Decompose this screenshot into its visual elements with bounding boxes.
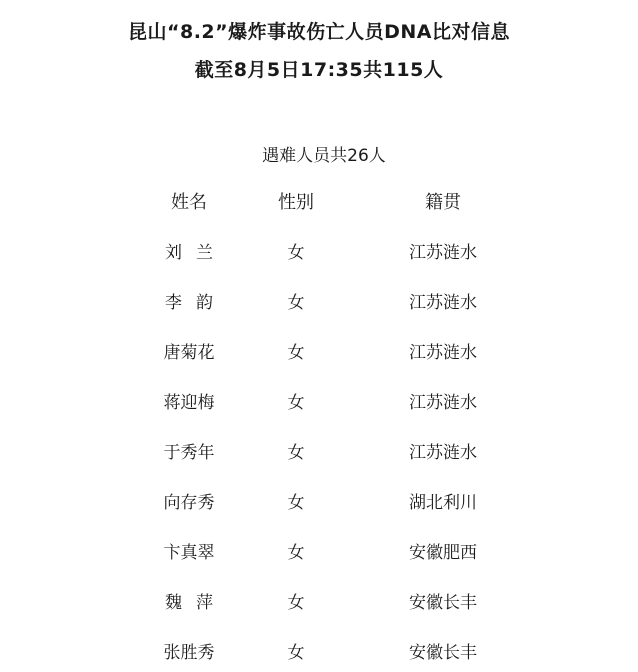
row-origin: 江苏涟水 bbox=[409, 393, 477, 413]
row-gender: 女 bbox=[287, 393, 305, 413]
row-name: 向存秀 bbox=[163, 493, 215, 513]
row-gender: 女 bbox=[287, 343, 305, 363]
header-gender: 性别 bbox=[278, 192, 314, 213]
row-name: 卞真翠 bbox=[163, 543, 215, 563]
row-name: 于秀年 bbox=[163, 443, 215, 463]
row-origin: 安徽长丰 bbox=[409, 593, 477, 613]
victims-count-heading: 遇难人员共26人 bbox=[262, 146, 386, 166]
row-name: 张胜秀 bbox=[163, 643, 215, 663]
document-title: 昆山“8.2”爆炸事故伤亡人员DNA比对信息 bbox=[127, 21, 510, 43]
row-name: 魏萍 bbox=[165, 593, 227, 613]
row-gender: 女 bbox=[287, 543, 305, 563]
row-origin: 江苏涟水 bbox=[409, 343, 477, 363]
row-gender: 女 bbox=[287, 293, 305, 313]
row-origin: 安徽长丰 bbox=[409, 643, 477, 663]
row-gender: 女 bbox=[287, 443, 305, 463]
header-origin: 籍贯 bbox=[425, 192, 461, 213]
row-name: 李韵 bbox=[165, 293, 227, 313]
row-gender: 女 bbox=[287, 243, 305, 263]
row-origin: 安徽肥西 bbox=[409, 543, 477, 563]
document-subtitle-date: 截至8月5日17:35共115人 bbox=[194, 59, 444, 81]
header-name: 姓名 bbox=[171, 192, 207, 213]
row-origin: 江苏涟水 bbox=[409, 293, 477, 313]
row-origin: 湖北利川 bbox=[409, 493, 477, 513]
row-gender: 女 bbox=[287, 593, 305, 613]
row-origin: 江苏涟水 bbox=[409, 443, 477, 463]
row-name: 唐菊花 bbox=[163, 343, 215, 363]
row-origin: 江苏涟水 bbox=[409, 243, 477, 263]
row-name: 蒋迎梅 bbox=[163, 393, 215, 413]
row-name: 刘兰 bbox=[165, 243, 227, 263]
row-gender: 女 bbox=[287, 643, 305, 663]
row-gender: 女 bbox=[287, 493, 305, 513]
